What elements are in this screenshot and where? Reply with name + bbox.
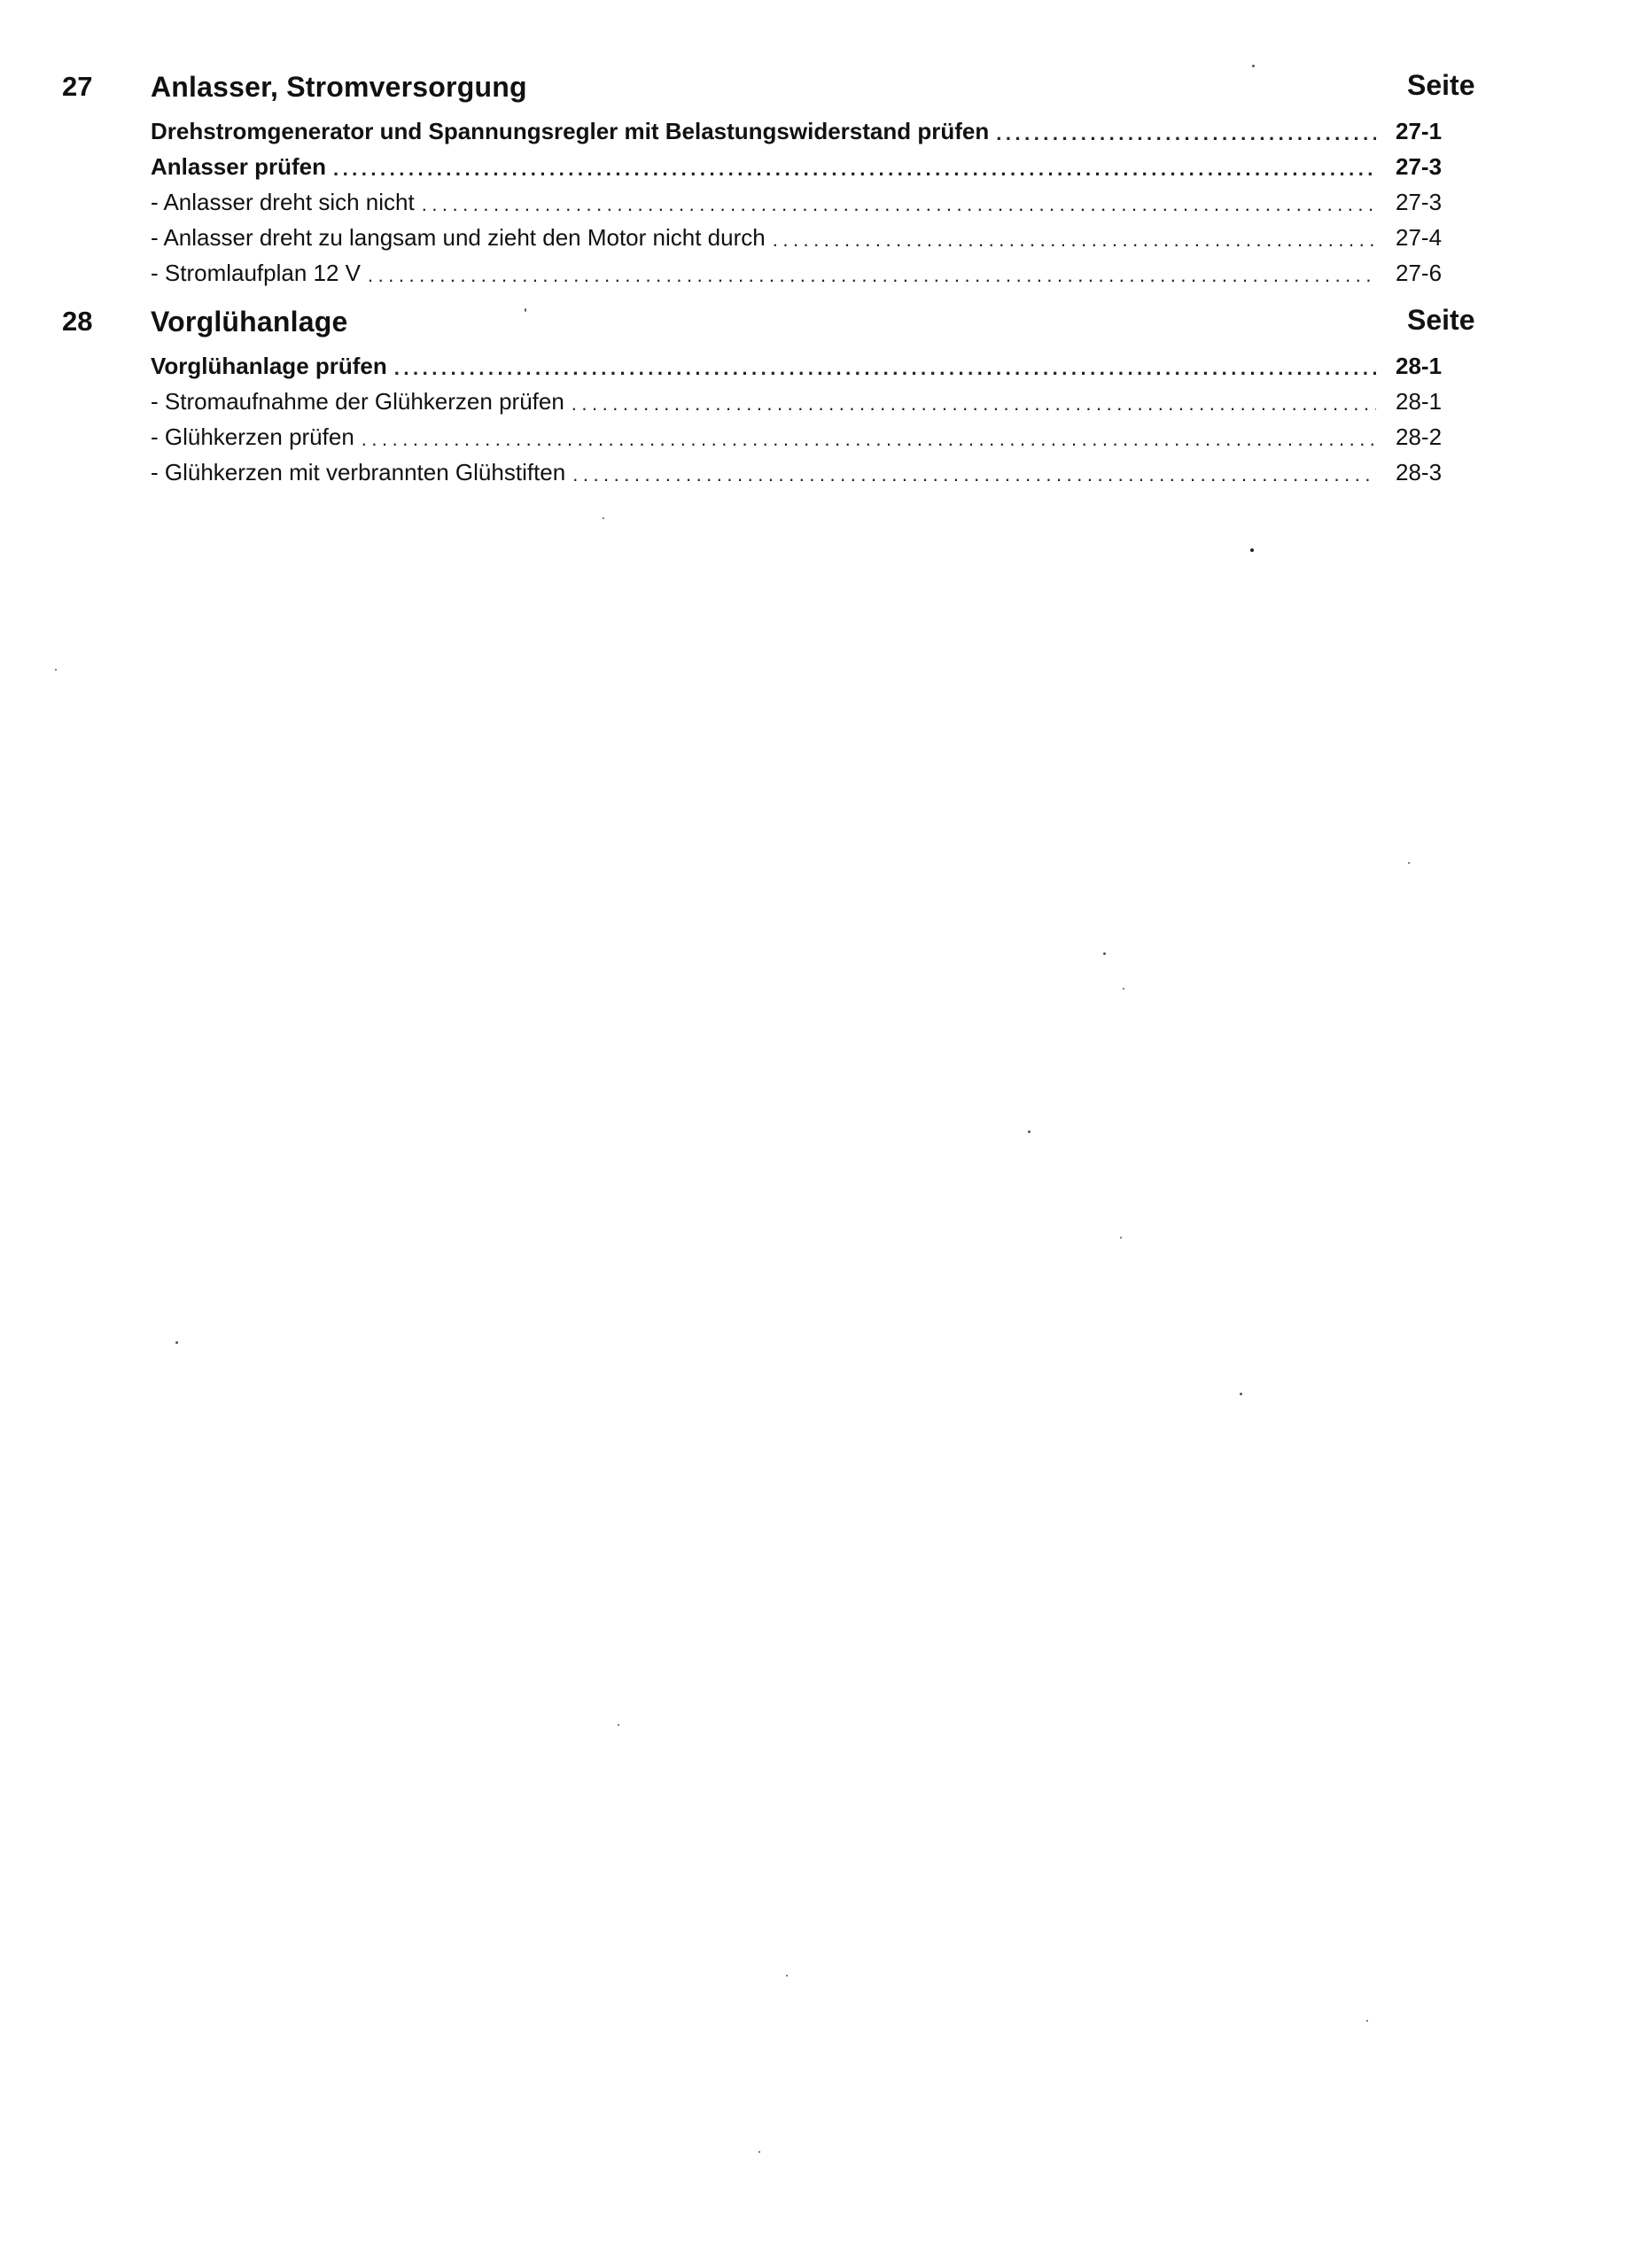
section-header xyxy=(0,67,1649,112)
toc-section-27 xyxy=(0,67,1649,286)
speck xyxy=(175,1341,178,1344)
toc-entry[interactable] xyxy=(151,253,1475,289)
toc-entry-page: 27-6 xyxy=(1396,260,1443,286)
toc-entry-label: Drehstromgenerator und Spannungsregler mit Belastungswiderstand prüfen xyxy=(151,118,990,144)
toc-entry-label: Anlasser prüfen xyxy=(151,153,326,180)
speck xyxy=(618,1724,619,1726)
speck xyxy=(1103,952,1106,955)
section-header xyxy=(0,302,1649,346)
toc-section-28 xyxy=(0,302,1649,485)
speck xyxy=(603,517,604,519)
toc-entry[interactable] xyxy=(151,218,1475,253)
toc-entry-page: 28-3 xyxy=(1396,459,1443,485)
speck xyxy=(1366,2020,1368,2022)
toc-entry-label: - Glühkerzen prüfen xyxy=(151,423,354,450)
speck xyxy=(758,2151,760,2153)
toc-entry-page: 27-3 xyxy=(1396,153,1443,180)
toc-entry-label: - Stromaufnahme der Glühkerzen prüfen xyxy=(151,388,564,415)
speck xyxy=(55,669,57,671)
dot-leader xyxy=(572,462,1376,488)
toc-entry-label: - Stromlaufplan 12 V xyxy=(151,260,362,286)
dot-leader xyxy=(368,262,1376,289)
dot-leader xyxy=(996,120,1376,147)
toc-entry[interactable] xyxy=(151,453,1475,488)
toc-entry-page: 27-3 xyxy=(1396,189,1443,215)
dot-leader xyxy=(773,227,1376,253)
speck xyxy=(1252,65,1255,67)
toc-entry-label: - Anlasser dreht zu langsam und zieht den Motor nicht durch xyxy=(151,224,766,251)
section-title: Anlasser, Stromversorgung xyxy=(151,71,527,103)
toc-entry-page: 28-2 xyxy=(1396,423,1443,450)
section-number: 27 xyxy=(62,71,93,102)
speck xyxy=(1240,1393,1242,1395)
toc-entry-page: 27-1 xyxy=(1396,118,1443,144)
dot-leader xyxy=(362,426,1376,453)
speck xyxy=(1408,862,1410,864)
toc-entry-label: - Anlasser dreht sich nicht xyxy=(151,189,415,215)
dot-leader xyxy=(422,191,1376,218)
speck xyxy=(525,308,526,312)
toc-entry[interactable] xyxy=(151,183,1475,218)
speck xyxy=(786,1975,788,1977)
toc-entry-label: Vorglühanlage prüfen xyxy=(151,353,387,379)
speck xyxy=(1120,1237,1122,1239)
toc-entry-page: 28-1 xyxy=(1396,353,1443,379)
toc-entry-label: - Glühkerzen mit verbrannten Glühstiften xyxy=(151,459,566,485)
section-number: 28 xyxy=(62,306,93,337)
dot-leader xyxy=(333,156,1376,183)
toc-entry[interactable] xyxy=(151,382,1475,417)
toc-entry-page: 28-1 xyxy=(1396,388,1443,415)
speck xyxy=(1250,548,1254,552)
toc-entry[interactable] xyxy=(151,147,1475,183)
speck xyxy=(1123,988,1124,990)
page-column-header: Seite xyxy=(1407,304,1475,336)
toc-entry[interactable] xyxy=(151,417,1475,453)
page-column-header: Seite xyxy=(1407,69,1475,101)
section-title: Vorglühanlage xyxy=(151,306,348,338)
speck xyxy=(1028,1130,1031,1133)
dot-leader xyxy=(572,391,1376,417)
toc-entry[interactable] xyxy=(151,112,1475,147)
toc-entry[interactable] xyxy=(151,346,1475,382)
dot-leader xyxy=(394,355,1376,382)
toc-entry-page: 27-4 xyxy=(1396,224,1443,251)
